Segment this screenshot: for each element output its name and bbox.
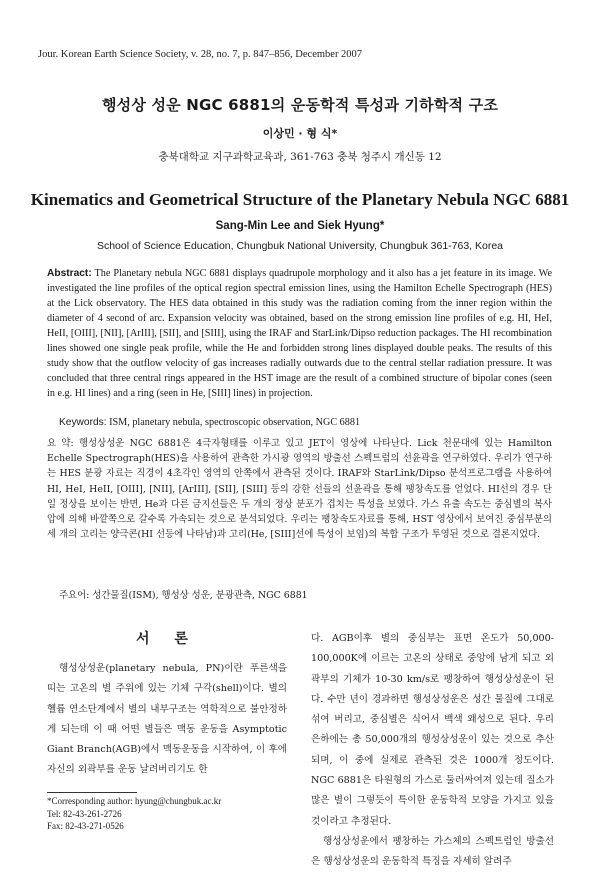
body-right-column xyxy=(311,629,554,873)
footnotes xyxy=(47,795,287,833)
abstract-korean-label: 요 약: xyxy=(47,438,74,449)
footnote-corresponding-author: *Corresponding author: hyung@chungbuk.ac.kr xyxy=(47,796,222,806)
keywords-korean xyxy=(59,587,552,601)
footnote-fax: Fax: 82-43-271-0526 xyxy=(47,821,124,831)
keywords-korean-text: 성간물질(ISM), 행성상 성운, 분광관측, NGC 6881 xyxy=(92,590,308,601)
affiliation-korean: 충북대학교 지구과학교육과, 361-763 충북 청주시 개신동 12 xyxy=(158,151,442,163)
title-english: Kinematics and Geometrical Structure of the Planetary Nebula NGC 6881 xyxy=(30,190,570,209)
abstract-text: The Planetary nebula NGC 6881 displays quadrupole morphology and it also has a jet feature in its image. We investigated the line profiles of the optical region spectral emission lines, using the Hamilton Echelle Spectrograph (HES) at the Lick observatory. The HES data obtained in this study was the radiation coming from the inner region within the diameter of 4 second of arc. Expansion velocity was obtained, based on the strong emission line profiles of e.g. HI, HeI, HeII, [OIII], [NII], [ArIII], [SII], and [SIII], using the IRAF and StarLink/Dipso reduction packages. The HI recombination lines showed one single peak profile, while the He and forbidden strong lines displayed double peaks. The results of this study show that the outflow velocity of gas increases radially outwards due to the central stellar radiation pressure. It was concluded that three central rings appeared in the HST image are the result of a combined structure of bipolar cones (seen in e.g. HI lines) and a ring (seen in He, [SIII] lines) in projection. xyxy=(47,268,552,399)
keywords-english xyxy=(59,417,552,428)
intro-paragraph-right-1: 다. AGB이후 별의 중심부는 표면 온도가 50,000-100,000K에 이르는 고온의 상태로 중앙에 남게 되고 외곽부의 기체가 10-30 km/s로 팽창하여 행성상성운이 된다. 수만 년이 경과하면 행성상성운은 성간 물질에 그대로 섞여 버리고, 중심별은 식어서 백색 왜성으로 된다. 우리 은하에는 총 50,000개의 행성상성운이 있는 것으로 추산되며, 이 중에 실제로 관측된 것은 1000개 정도이다. NGC 6881은 타원형의 가스로 둘러싸여져 있는데 질소가 많은 별이 그렇듯이 특이한 운동학적 모양을 가지고 있을 것이라고 추정된다. xyxy=(311,633,554,827)
abstract-label: Abstract: xyxy=(47,268,92,279)
title-korean: 행성상 성운 NGC 6881의 운동학적 특성과 기하학적 구조 xyxy=(101,96,499,114)
section-heading-introduction: 서 론 xyxy=(136,631,198,647)
footnote-telephone: Tel: 82-43-261-2726 xyxy=(47,808,122,819)
authors-korean: 이상민 · 형 식* xyxy=(262,127,338,140)
affiliation-english: School of Science Education, Chungbuk National University, Chungbuk 361-763, Korea xyxy=(96,240,504,252)
keywords-label: Keywords: xyxy=(59,417,107,428)
authors-english: Sang-Min Lee and Siek Hyung* xyxy=(215,220,385,232)
footnote-divider xyxy=(47,792,137,793)
keywords-text: ISM, planetary nebula, spectroscopic observation, NGC 6881 xyxy=(109,417,361,428)
journal-reference: Jour. Korean Earth Science Society, v. 28, no. 7, p. 847–856, December 2007 xyxy=(38,49,363,60)
intro-paragraph-left: 행성상성운(planetary nebula, PN)이란 푸른색을 띠는 고온의 별 주위에 있는 기체 구각(shell)이다. 별의 헬륨 연소단계에서 별의 내부구조는 역학적으로 불안정하게 되는데 이 때 어떤 별들은 맥동 운동을 Asymptotic Giant Branch(AGB)에서 맥동운동을 시작하여, 이 후에 자신의 외곽부를 운동 날려버리기도 한 xyxy=(47,663,287,776)
abstract-korean xyxy=(47,436,552,542)
abstract-english xyxy=(47,266,552,401)
body-left-column xyxy=(47,629,287,781)
intro-paragraph-right-2: 행성상성운에서 팽창하는 가스체의 스펙트럼인 방출선은 행성상성운의 운동학적 특징을 자세히 알려주 xyxy=(311,835,554,868)
abstract-korean-text: 행성상성운 NGC 6881은 4극자형태를 이루고 있고 JET이 영상에 나타난다. Lick 천문대에 있는 Hamilton Echelle Spectrograph(HES)을 사용하여 관측한 가시광 영역의 방출선 스펙트럼의 선윤곽을 연구하였다. 우리가 연구하는 HES 분광 자료는 직경이 4초각인 영역의 안쪽에서 관측된 것이다. IRAF와 StarLink/Dipso 분석프로그램을 사용하여 HI, HeI, HeII, [OIII], [NII], [ArIII], [SII], [SIII] 등의 강한 선들의 선윤곽을 통해 팽창속도를 얻었다. HI선의 경우 단일 정상을 보이는 반면, He과 다른 금지선들은 두 개의 정상 분포가 겹치는 특성을 보였다. 가스 유출 속도는 중심별의 복사압에 의해 바깥쪽으로 갈수록 가속되는 것으로 분석되었다. 우리는 팽창속도자료를 통해, HST 영상에서 보여진 중심부분의 세 개의 고리는 양극콘(HI 선등에 나타남)과 고리(He, [SIII]선에 특성이 보임)의 복합 구조가 투영된 것으로 결론지었다. xyxy=(47,438,552,541)
keywords-korean-label: 주요어: xyxy=(59,590,90,601)
